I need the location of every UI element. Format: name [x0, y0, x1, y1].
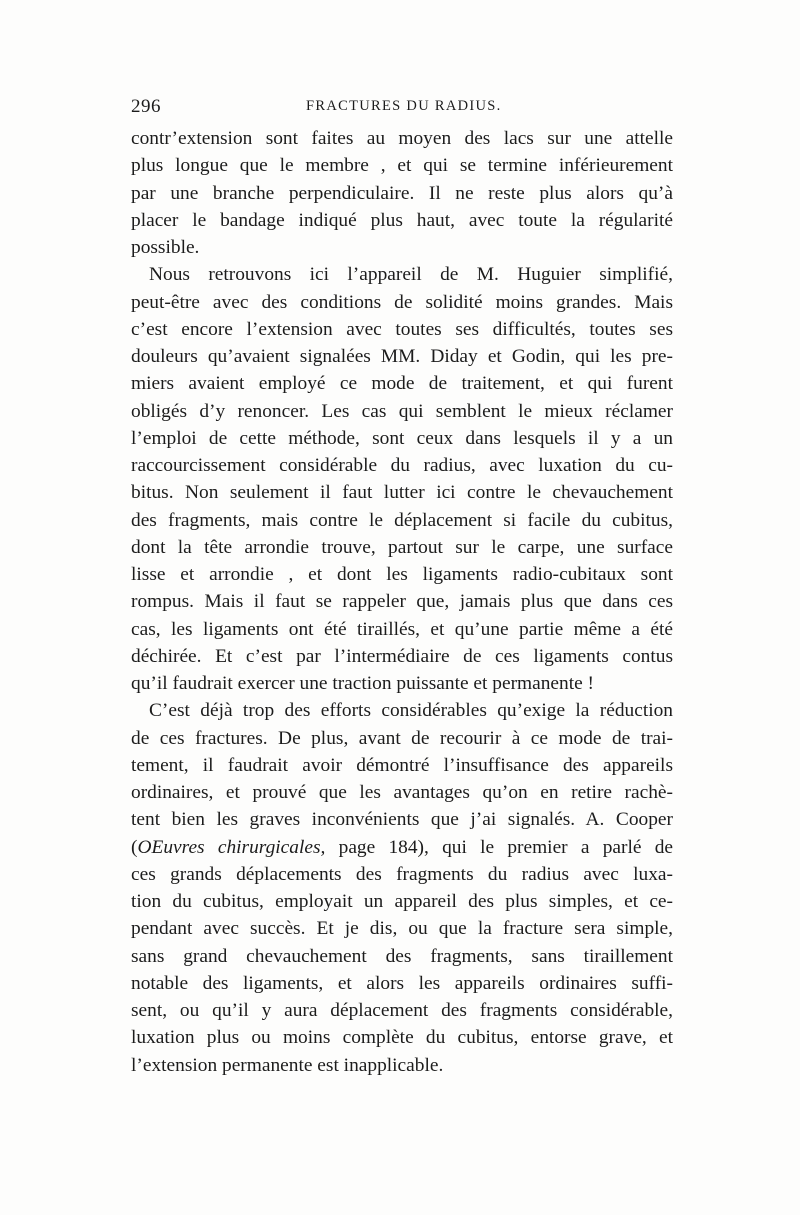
text-line: rompus. Mais il faut se rappeler que, jamais plus que dans ces: [131, 591, 673, 613]
text-line: ordinaires, et prouvé que les avantages qu’on en retire rachè-: [131, 782, 673, 803]
text-line: tion du cubitus, employait un appareil des plus simples, et ce-: [131, 891, 673, 912]
text-line: douleurs qu’avaient signalées MM. Diday et Godin, qui les pre-: [131, 346, 673, 367]
text-line: Nous retrouvons ici l’appareil de M. Huguier simplifié,: [149, 264, 673, 286]
text-line: raccourcissement considérable du radius, avec luxation du cu-: [131, 455, 673, 476]
page-header: [131, 96, 673, 122]
text-line: cas, les ligaments ont été tiraillés, et qu’une partie même a été: [131, 618, 673, 640]
text-line: l’emploi de cette méthode, sont ceux dans lesquels il y a un: [131, 427, 673, 449]
text-line: obligés d’y renoncer. Les cas qui semblent le mieux réclamer: [131, 400, 673, 422]
text-line: par une branche perpendiculaire. Il ne reste plus alors qu’à: [131, 182, 673, 204]
citation-paren: (: [131, 836, 138, 858]
citation-rest: page 184), qui le premier a parlé de: [338, 836, 674, 858]
text-line: lisse et arrondie , et dont les ligaments radio-cubitaux sont: [131, 564, 673, 585]
text-line: ces grands déplacements des fragments du radius avec luxa-: [131, 863, 673, 885]
text-line: sent, ou qu’il y aura déplacement des fragments considérable,: [131, 1000, 673, 1021]
text-line: tent bien les graves inconvénients que j’ai signalés. A. Cooper: [131, 809, 673, 831]
text-line: pendant avec succès. Et je dis, ou que la fracture sera simple,: [131, 918, 673, 940]
citation-title: OEuvres chirurgicales,: [137, 836, 326, 858]
text-line: qu’il faudrait exercer une traction puissante et permanente !: [131, 673, 595, 694]
text-line: bitus. Non seulement il faut lutter ici contre le chevauchement: [131, 482, 673, 504]
text-line-citation: [131, 834, 673, 861]
text-line: luxation plus ou moins complète du cubitus, entorse grave, et: [131, 1027, 673, 1049]
text-line: des fragments, mais contre le déplacement si facile du cubitus,: [131, 509, 673, 531]
text-line: déchirée. Et c’est par l’intermédiaire de ces ligaments contus: [131, 645, 673, 667]
text-line: plus longue que le membre , et qui se termine inférieurement: [131, 155, 673, 177]
body-text: [131, 125, 673, 1079]
text-line: peut-être avec des conditions de solidité moins grandes. Mais: [131, 291, 673, 313]
text-line: dont la tête arrondie trouve, partout sur le carpe, une surface: [131, 536, 673, 558]
text-line: l’extension permanente est inapplicable.: [131, 1054, 444, 1076]
text-line: sans grand chevauchement des fragments, sans tiraillement: [131, 945, 673, 967]
text-line: contr’extension sont faites au moyen des lacs sur une attelle: [131, 128, 673, 149]
text-line: de ces fractures. De plus, avant de recourir à ce mode de trai-: [131, 727, 673, 749]
running-title: FRACTURES DU RADIUS.: [306, 98, 502, 114]
text-line: c’est encore l’extension avec toutes ses difficultés, toutes ses: [131, 318, 673, 340]
text-line: notable des ligaments, et alors les appareils ordinaires suffi-: [131, 972, 673, 994]
text-line: miers avaient employé ce mode de traitement, et qui furent: [131, 373, 673, 395]
text-line: possible.: [131, 237, 200, 258]
text-line: placer le bandage indiqué plus haut, avec toute la régularité: [131, 209, 673, 231]
page-number: 296: [131, 96, 161, 117]
text-line: tement, il faudrait avoir démontré l’insuffisance des appareils: [131, 754, 673, 776]
text-line: C’est déjà trop des efforts considérables qu’exige la réduction: [149, 700, 673, 722]
